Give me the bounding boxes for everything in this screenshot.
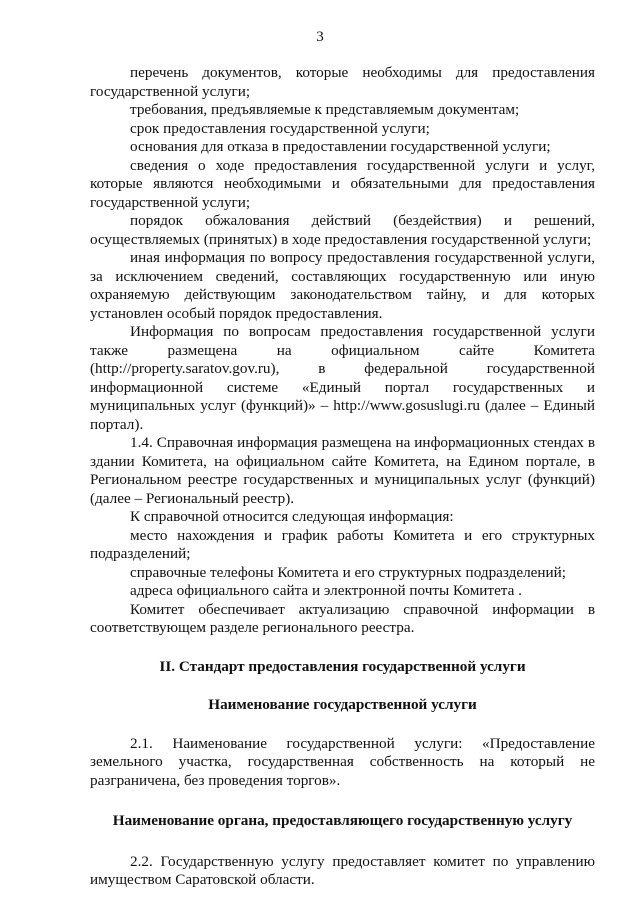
paragraph: 2.1. Наименование государственной услуги: «Предоставление земельного участка, государственная собственность на который не разграничена, без проведения торгов». [90,734,595,789]
paragraph: адреса официального сайта и электронной почты Комитета . [130,582,522,599]
paragraph: сведения о ходе предоставления государственной услуги и услуг, которые являются необходимыми и обязательными для предоставления государственной услуги; [90,156,595,211]
paragraph: требования, предъявляемые к представляемым документам; [130,101,520,118]
paragraph: основания для отказа в предоставлении государственной услуги; [130,138,551,155]
subheading: Наименование государственной услуги [208,696,477,713]
paragraph: справочные телефоны Комитета и его структурных подразделений; [130,563,567,581]
page-number: 3 [316,29,324,45]
paragraph: 2.2. Государственную услугу предоставляет комитет по управлению имуществом Саратовской области. [90,852,595,888]
subheading: Наименование органа, предоставляющего государственную услугу [112,812,573,829]
paragraph: Информация по вопросам предоставления государственной услуги также размещена на официальном сайте Комитета (http://property.saratov.gov.ru), в федеральной государственной информационной системе «Единый портал государственных и муниципальных услуг (функций)» – http://www.gosuslugi.ru (далее – Единый портал). [90,323,595,433]
paragraph: Комитет обеспечивает актуализацию справочной информации в соответствующем разделе регионального реестра. [90,600,595,636]
paragraph: место нахождения и график работы Комитета и его структурных подразделений; [90,526,595,562]
document-body [90,64,595,890]
paragraph: срок предоставления государственной услуги; [130,119,430,137]
paragraph: порядок обжалования действий (бездействия) и решений, осуществляемых (принятых) в ходе предоставления государственной услуги; [90,212,595,248]
paragraph: К справочной относится следующая информация: [130,508,454,525]
paragraph: иная информация по вопросу предоставления государственной услуги, за исключением сведений, составляющих государственную или иную охраняемую действующим законодательством тайну, и для которых установлен особый порядок предоставления. [90,249,595,322]
section-title: II. Стандарт предоставления государственной услуги [159,657,526,675]
paragraph: 1.4. Справочная информация размещена на информационных стендах в здании Комитета, на официальном сайте Комитета, на Едином портале, в Региональном реестре государственных и муниципальных услуг (функций) (далее – Региональный реестр). [90,434,595,507]
paragraph: перечень документов, которые необходимы для предоставления государственной услуги; [90,64,595,100]
